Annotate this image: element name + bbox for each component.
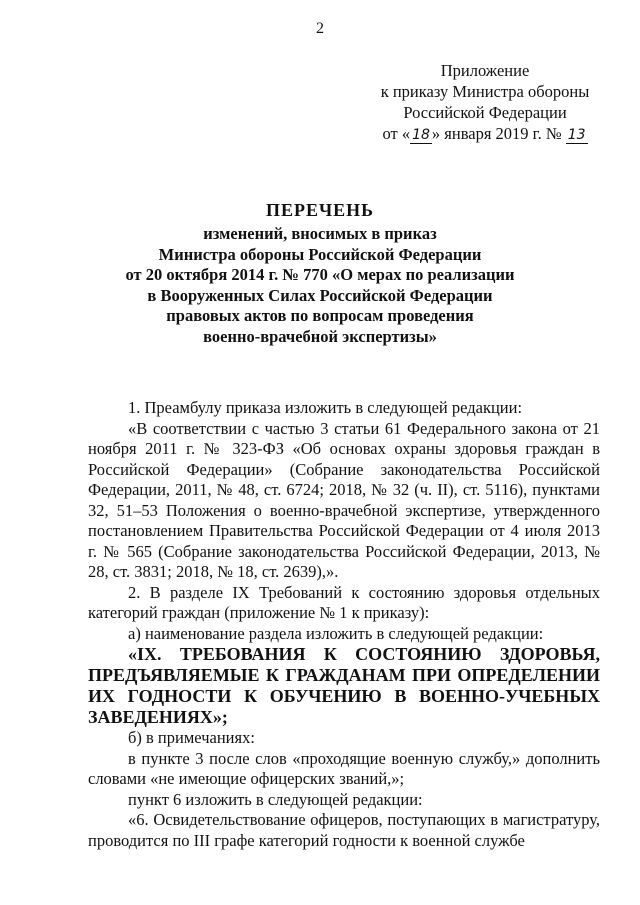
paragraph: пункт 6 изложить в следующей редакции:: [128, 789, 423, 809]
paragraph: б) в примечаниях:: [128, 728, 255, 747]
appendix-date-line: [360, 123, 610, 144]
page-number: 2: [316, 20, 324, 37]
title-line: военно-врачебной экспертизы»: [203, 326, 437, 346]
title-line: в Вооруженных Силах Российской Федерации: [147, 285, 493, 305]
paragraph: 1. Преамбулу приказа изложить в следующей редакции:: [128, 398, 523, 417]
appendix-line: Российской Федерации: [403, 103, 567, 122]
paragraph: 2. В разделе IX Требований к состоянию здоровья отдельных категорий граждан (приложение № 1 к приказу):: [88, 582, 600, 622]
section-heading: «IX. ТРЕБОВАНИЯ К СОСТОЯНИЮ ЗДОРОВЬЯ, ПРЕДЪЯВЛЯЕМЫЕ К ГРАЖДАНАМ ПРИ ОПРЕДЕЛЕНИИ ИХ ГОДНОСТИ К ОБУЧЕНИЮ В ВОЕННО-УЧЕБНЫХ ЗАВЕДЕНИЯХ»;: [88, 644, 600, 727]
paragraph: в пункте 3 после слов «проходящие военную службу,» дополнить словами «не имеющие офицерских званий,»;: [88, 748, 600, 788]
handwritten-number: 13: [567, 127, 586, 143]
appendix-block: [360, 60, 610, 144]
paragraph: «6. Освидетельствование офицеров, поступающих в магистратуру, проводится по III графе категорий годности к военной службе: [88, 810, 600, 850]
title-main: ПЕРЕЧЕНЬ: [265, 200, 375, 220]
document-body: [88, 398, 600, 851]
date-prefix: от «: [382, 124, 411, 143]
appendix-line: Приложение: [440, 61, 530, 80]
title-line: от 20 октября 2014 г. № 770 «О мерах по реализации: [125, 265, 515, 284]
document-title: [0, 198, 640, 347]
paragraph: «В соответствии с частью 3 статьи 61 Федерального закона от 21 ноября 2011 г. № 323-ФЗ «Об основах охраны здоровья граждан в Российской Федерации» (Собрание законодательства Российской Федерации, 2011, № 48, ст. 6724; 2018, № 32 (ч. II), ст. 5116), пунктами 32, 51–53 Положения о военно-врачебной экспертизе, утвержденного постановлением Правительства Российской Федерации от 4 июля 2013 г. № 565 (Собрание законодательства Российской Федерации, 2013, № 28, ст. 3831; 2018, № 18, ст. 2639),».: [88, 418, 600, 581]
title-line: изменений, вносимых в приказ: [203, 224, 437, 243]
title-line: Министра обороны Российской Федерации: [158, 244, 482, 264]
title-line: правовых актов по вопросам проведения: [166, 306, 474, 325]
appendix-line: к приказу Министра обороны: [380, 82, 590, 101]
handwritten-day: 18: [412, 127, 430, 143]
paragraph: а) наименование раздела изложить в следующей редакции:: [128, 623, 544, 643]
date-middle: » января 2019 г. №: [431, 124, 562, 143]
